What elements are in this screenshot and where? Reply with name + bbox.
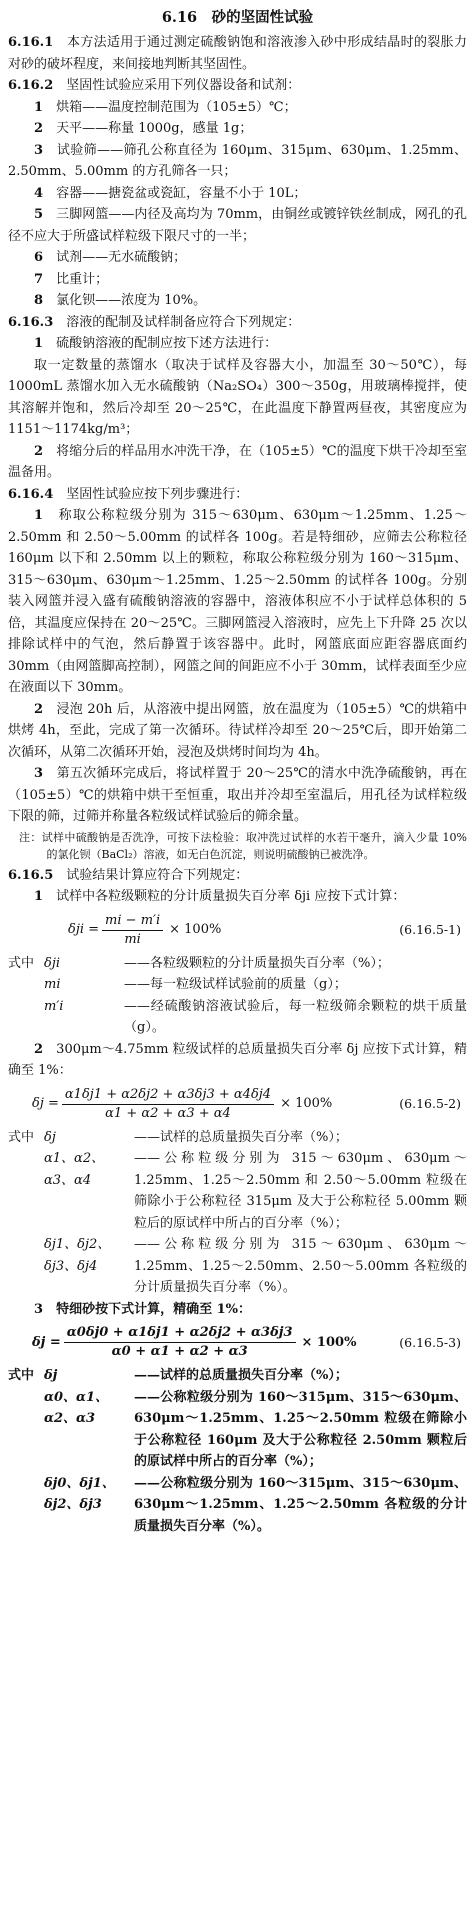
clause-6-16-5 (8, 865, 467, 887)
definition-row: m′i ——经硫酸钠溶液试验后，每一粒级筛余颗粒的烘干质量（g）。 (44, 998, 467, 1035)
list-item: 1 烘箱——温度控制范围为（105±5）℃； (34, 99, 297, 115)
fraction (102, 912, 163, 949)
formula-body (32, 1324, 356, 1361)
denominator: mi (124, 931, 141, 947)
fraction (64, 1324, 296, 1361)
list-item: 3 第五次循环完成后，将试样置于 20～25℃的清水中洗净硫酸钠，再在（105±5）℃的烘箱中烘干至恒重，取出并冷却至室温后，用孔径为试样粒级下限的筛，过筛并称量各粒级试样试验后的筛余量。 (8, 766, 467, 824)
definition-row: 式中 δj ——试样的总质量损失百分率（%）； (8, 1129, 348, 1145)
clause-number: 6.16.5 (8, 867, 54, 883)
formula-6-16-5-3 (8, 1324, 467, 1361)
note-label: 注： (19, 830, 42, 844)
clause-6-16-4 (8, 484, 467, 506)
list-item: 5 三脚网篮——内径及高均为 70mm，由铜丝或镀锌铁丝制成，网孔的孔径不应大于所盛试样粒级下限尺寸的一半； (8, 207, 467, 244)
numerator: mi − m′i (102, 912, 163, 931)
clause-text: 试验结果计算应符合下列规定： (66, 867, 249, 883)
note (8, 829, 467, 863)
list-item: 3 特细砂按下式计算，精确至 1%： (34, 1301, 251, 1317)
formula-tail: × 100% (280, 1096, 333, 1112)
formula-body (68, 912, 221, 949)
clause-text: 坚固性试验应采用下列仪器设备和试剂： (66, 78, 301, 93)
list-item: 8 氯化钡——浓度为 10%。 (34, 293, 207, 308)
clause-text: 坚固性试验应按下列步骤进行： (66, 486, 249, 502)
list-item: 1 称取公称粒级分别为 315～630μm、630μm～1.25mm、1.25～2.50mm 和 2.50～5.00mm 的试样各 100g。若是特细砂，应筛去公称粒径 160μm 以下和 2.50mm 以上的颗粒，称取公称粒级分别为 160～315μm、315～630μm、630μm～1.25mm、1.25～2.50mm 的试样各 100g。分别装入网篮并浸入盛有硫酸钠溶液的容器中，溶液体积应不小于试样总体积的 5 倍，其温度应保持在 20～25℃。三脚网篮浸入溶液时，应先上下升降 25 次以排除试样中的气泡，然后静置于该容器中。此时，网篮底面应距容器底面约 30mm（由网篮脚高控制），网篮之间的间距应不小于 30mm，试样表面至少应在液面以下 30mm。 (8, 508, 467, 695)
clause-text: 本方法适用于通过测定硫酸钠饱和溶液渗入砂中形成结晶时的裂胀力对砂的破坏程度，来间接地判断其坚固性。 (8, 35, 467, 72)
fraction (62, 1086, 274, 1123)
note-text: 试样中硫酸钠是否洗净，可按下法检验：取冲洗过试样的水若干毫升，滴入少量 10% 的氯化钡（BaCl₂）溶液，如无白色沉淀，则说明硫酸钠已被洗净。 (41, 830, 467, 861)
definition-row: δj1、δj2、δj3、δj4 ——公称粒级分别为 315～630μm、630μm～1.25mm、1.25～2.50mm、2.50～5.00mm 各粒级的分计质量损失百分率（%）。 (44, 1237, 467, 1295)
clause-number: 6.16.2 (8, 78, 54, 93)
formula-6-16-5-2 (8, 1086, 467, 1123)
list-item: 6 试剂——无水硫酸钠； (34, 250, 187, 265)
equation-number: (6.16.5-3) (399, 1334, 461, 1350)
clause-number: 6.16.1 (8, 35, 54, 50)
numerator: α1δj1 + α2δj2 + α3δj3 + α4δj4 (62, 1086, 274, 1105)
definition-row: α1、α2、α3、α4 ——公称粒级分别为 315～630μm、630μm～1.25mm、1.25～2.50mm 和 2.50～5.00mm 粒级在筛除小于公称粒径 315μm 及大于公称粒径 5.00mm 颗粒后的原试样中所占的百分率（%）； (44, 1151, 467, 1231)
list-item: 7 比重计； (34, 271, 109, 287)
equation-number: (6.16.5-2) (399, 1096, 461, 1112)
list-item: 2 将缩分后的样品用水冲洗干净，在（105±5）℃的温度下烘干冷却至室温备用。 (8, 443, 467, 480)
numerator: α0δj0 + α1δj1 + α2δj2 + α3δj3 (64, 1324, 296, 1343)
formula-lhs: δji = (68, 922, 100, 938)
clause-6-16-3 (8, 312, 467, 334)
list-item: 2 天平——称量 1000g，感量 1g； (34, 121, 253, 136)
formula-body (32, 1086, 332, 1123)
clause-number: 6.16.4 (8, 486, 54, 502)
formula-lhs: δj = (32, 1334, 61, 1350)
formula-tail: × 100% (301, 1334, 357, 1350)
list-item: 3 试验筛——筛孔公称直径为 160μm、315μm、630μm、1.25mm、2.50mm、5.00mm 的方孔筛各一只； (8, 142, 467, 179)
formula-tail: × 100% (169, 922, 222, 938)
section-title: 6.16 砂的坚固性试验 (161, 9, 314, 26)
list-item: 4 容器——搪瓷盆或瓷缸，容量不小于 10L； (34, 185, 307, 201)
list-item: 1 硫酸钠溶液的配制应按下述方法进行： (34, 336, 278, 351)
formula-lhs: δj = (32, 1096, 59, 1112)
denominator: α1 + α2 + α3 + α4 (105, 1105, 231, 1121)
definition-row: 式中 δji ——各粒级颗粒的分计质量损失百分率（%）； (8, 955, 390, 971)
definition-row: α0、α1、α2、α3 ——公称粒级分别为 160～315μm、315～630μm、630μm～1.25mm、1.25～2.50mm 粒级在筛除小于公称粒径 160μm 及大于公称粒径 2.50mm 颗粒后的原试样中所占的百分率（%）； (44, 1389, 467, 1469)
equation-number: (6.16.5-1) (399, 922, 461, 938)
clause-6-16-1 (8, 32, 467, 75)
list-item: 1 试样中各粒级颗粒的分计质量损失百分率 δji 应按下式计算： (34, 889, 406, 904)
definition-row: δj0、δj1、δj2、δj3 ——公称粒级分别为 160～315μm、315～630μm、630μm～1.25mm、1.25～2.50mm 各粒级的分计质量损失百分率（%）。 (44, 1475, 467, 1534)
clause-text: 溶液的配制及试样制备应符合下列规定： (66, 314, 301, 330)
list-item: 2 浸泡 20h 后，从溶液中提出网篮，放在温度为（105±5）℃的烘箱中烘烤 4h，至此，完成了第一次循环。待试样冷却至 20～25℃后，即开始第二次循环，从第二次循环开始，浸泡及烘烤时间均为 4h。 (8, 701, 467, 760)
definition-row: 式中 δj ——试样的总质量损失百分率（%）； (8, 1368, 348, 1383)
definition-row: mi ——每一粒级试样试验前的质量（g）； (44, 977, 347, 992)
formula-6-16-5-1 (8, 912, 467, 949)
clause-number: 6.16.3 (8, 314, 54, 330)
denominator: α0 + α1 + α2 + α3 (111, 1344, 248, 1359)
paragraph: 取一定数量的蒸馏水（取决于试样及容器大小，加温至 30～50℃），每 1000mL 蒸馏水加入无水硫酸钠（Na₂SO₄）300～350g，用玻璃棒搅拌，使其溶解并饱和，然后冷却至 20～25℃，在此温度下静置两昼夜，其密度应为 1151～1174kg/m³； (8, 357, 467, 437)
list-item: 2 300μm～4.75mm 粒级试样的总质量损失百分率 δj 应按下式计算，精确至 1%： (8, 1041, 467, 1078)
clause-6-16-2 (8, 75, 467, 97)
